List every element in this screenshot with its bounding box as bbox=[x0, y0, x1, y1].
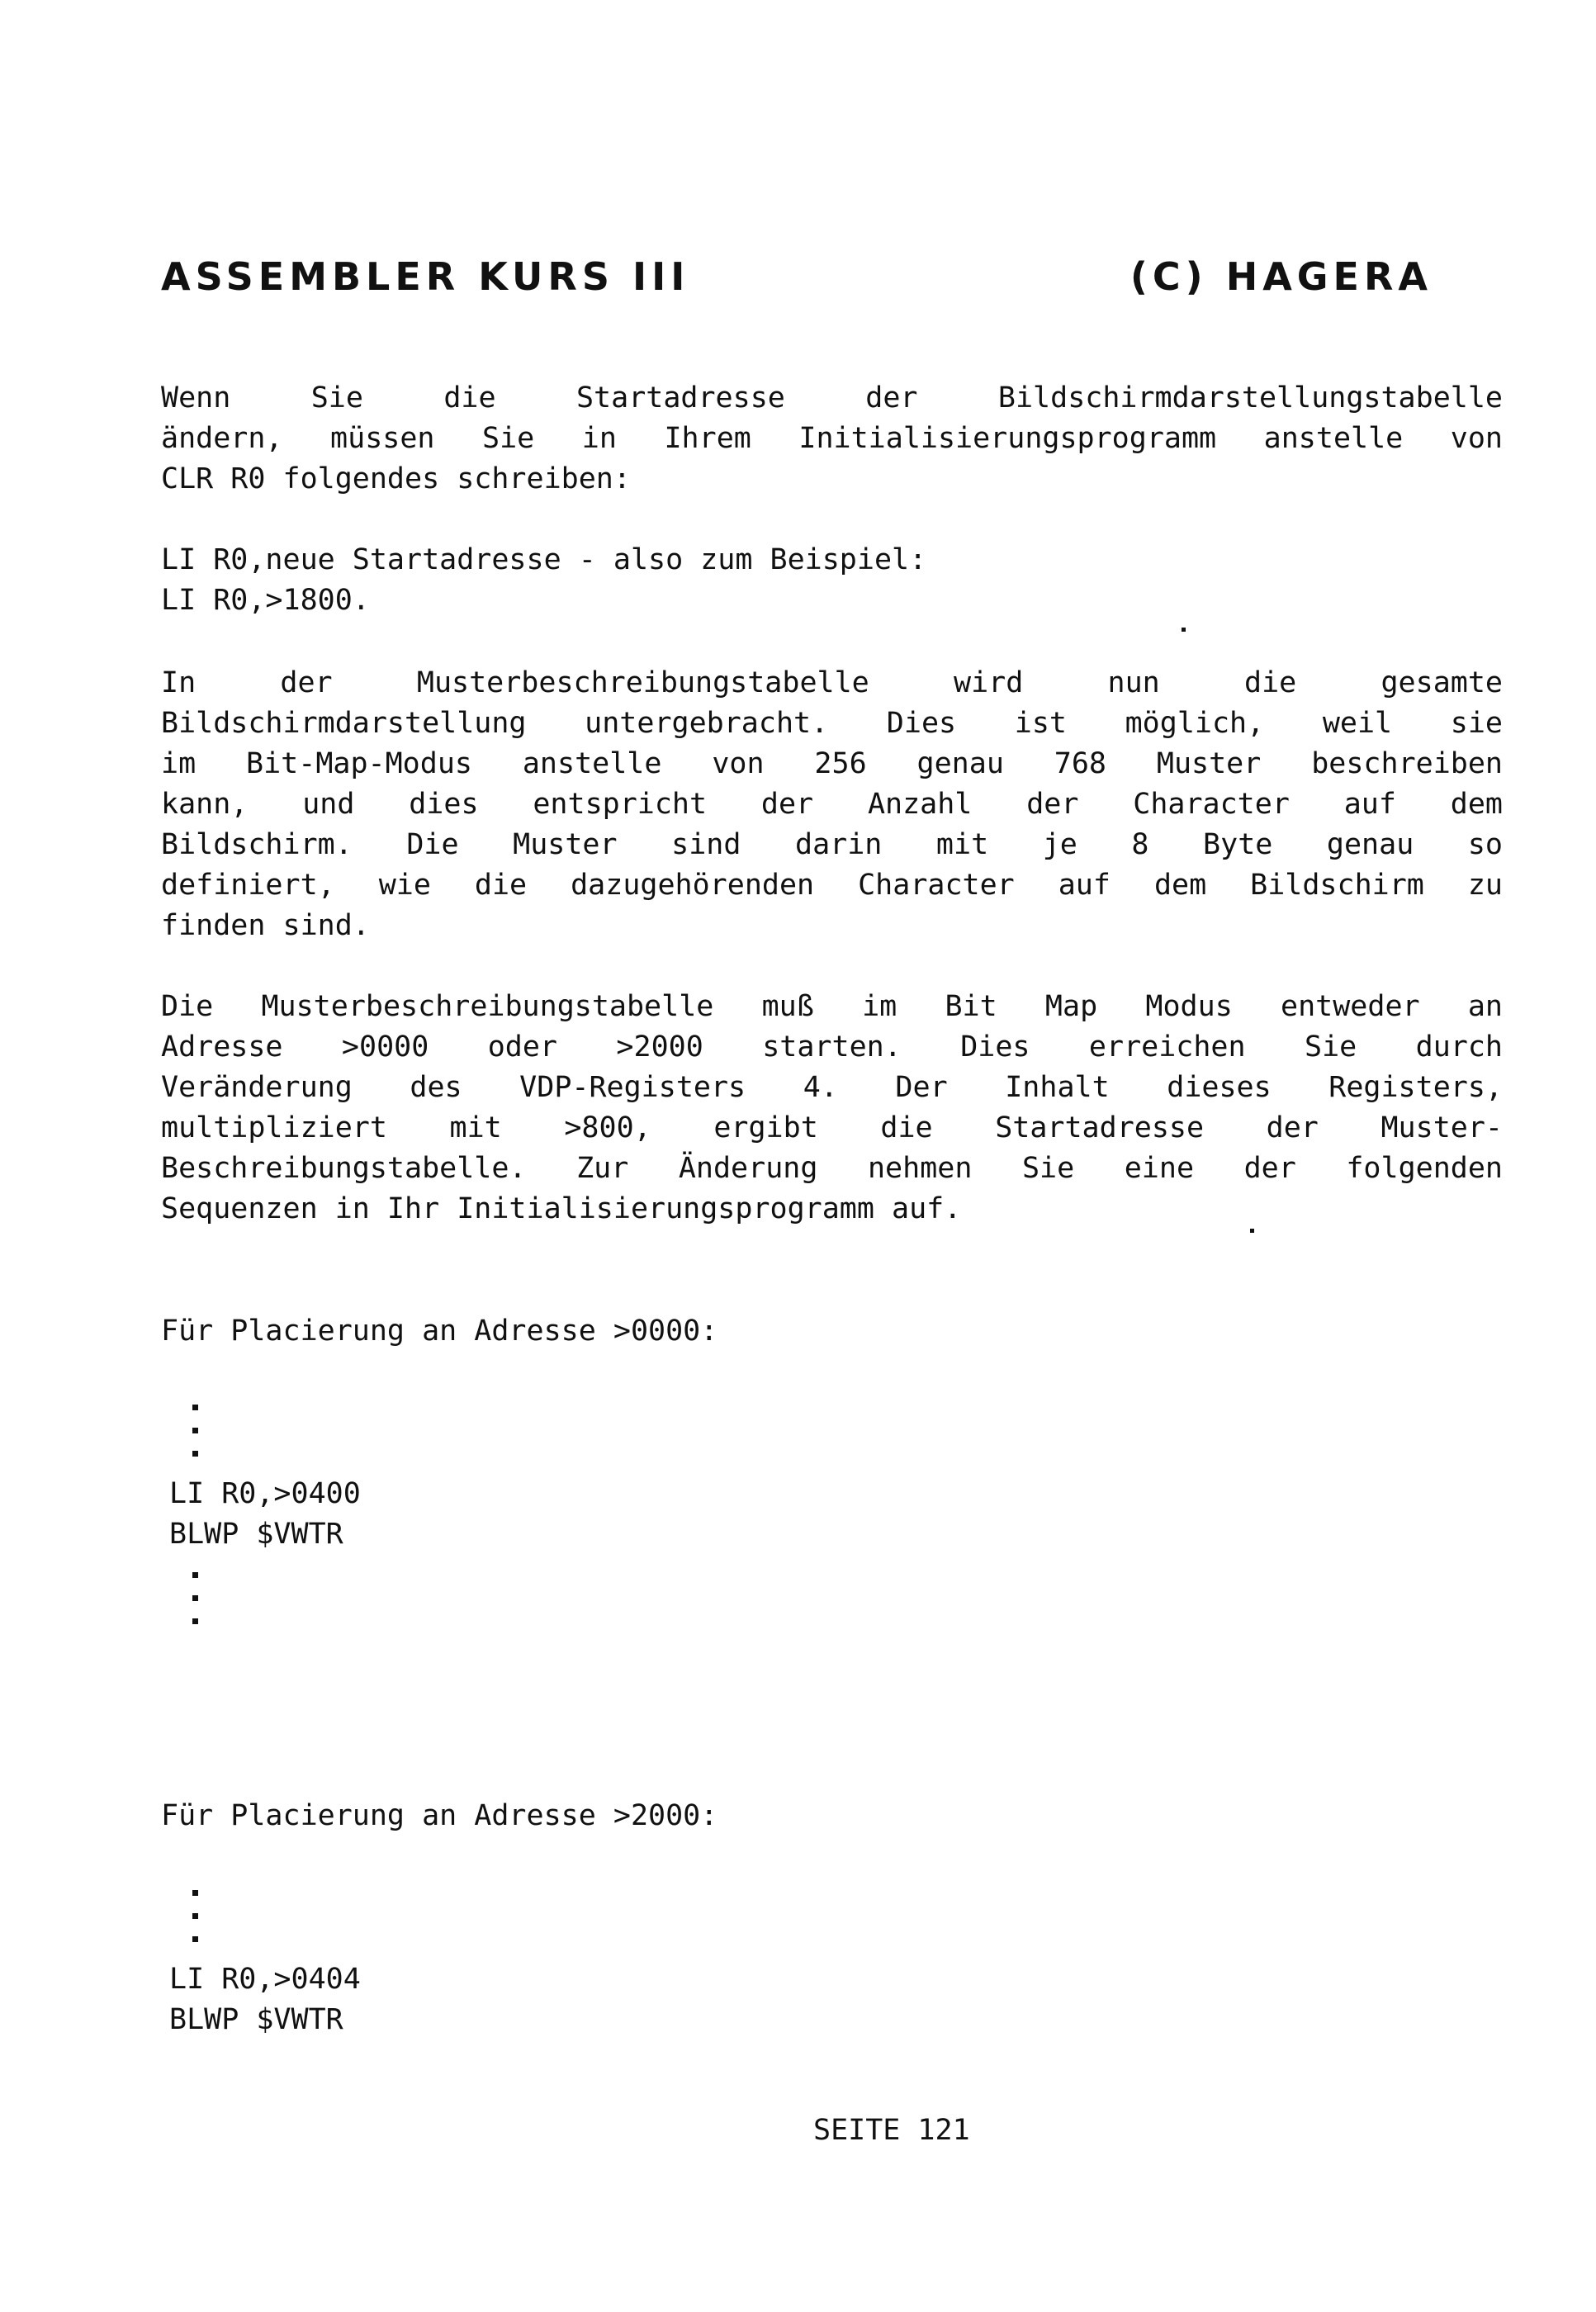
page-number: SEITE 121 bbox=[813, 2114, 970, 2147]
paragraph-pattern-table bbox=[161, 663, 1503, 946]
code-line: BLWP $VWTR bbox=[169, 1518, 343, 1551]
section-heading-0000 bbox=[161, 1311, 1503, 1352]
stray-mark bbox=[1182, 628, 1186, 632]
text-line: Beschreibungstabelle. Zur Änderung nehmen Sie eine der folgenden bbox=[161, 1152, 1503, 1185]
course-title: ASSEMBLER KURS III bbox=[161, 254, 690, 299]
ellipsis-dot bbox=[192, 1572, 198, 1578]
page-header bbox=[161, 254, 1433, 304]
code-line: BLWP $VWTR bbox=[169, 2003, 343, 2036]
text-line: Die Musterbeschreibungstabelle muß im Bit Map Modus entweder an bbox=[161, 990, 1503, 1023]
heading-text: Für Placierung an Adresse >2000: bbox=[161, 1799, 718, 1832]
text-line: im Bit-Map-Modus anstelle von 256 genau 768 Muster beschreiben bbox=[161, 747, 1503, 780]
paragraph-start-address bbox=[161, 378, 1503, 500]
text-line: finden sind. bbox=[161, 909, 370, 942]
text-line: kann, und dies entspricht der Anzahl der Character auf dem bbox=[161, 788, 1503, 821]
text-line: ändern, müssen Sie in Ihrem Initialisierungsprogramm anstelle von bbox=[161, 422, 1503, 455]
text-line: multipliziert mit >800, ergibt die Startadresse der Muster- bbox=[161, 1111, 1503, 1144]
ellipsis-dot bbox=[192, 1595, 198, 1601]
copyright-notice: (C) HAGERA bbox=[1130, 254, 1433, 299]
ellipsis-dot bbox=[192, 1913, 198, 1919]
ellipsis-dot bbox=[192, 1936, 198, 1942]
section-heading-2000 bbox=[161, 1796, 1503, 1836]
text-line: In der Musterbeschreibungstabelle wird nun die gesamte bbox=[161, 666, 1503, 699]
text-line: definiert, wie die dazugehörenden Character auf dem Bildschirm zu bbox=[161, 869, 1503, 902]
ellipsis-dot bbox=[192, 1428, 198, 1433]
text-line: LI R0,neue Startadresse - also zum Beispiel: bbox=[161, 543, 927, 576]
text-line: Adresse >0000 oder >2000 starten. Dies erreichen Sie durch bbox=[161, 1030, 1503, 1064]
ellipsis-dot bbox=[192, 1451, 198, 1457]
stray-mark bbox=[1250, 1229, 1254, 1233]
text-line: CLR R0 folgendes schreiben: bbox=[161, 462, 631, 495]
ellipsis-dot bbox=[192, 1890, 198, 1896]
text-line: Bildschirm. Die Muster sind darin mit je 8 Byte genau so bbox=[161, 828, 1503, 861]
paragraph-bitmap-mode bbox=[161, 987, 1503, 1229]
text-line: LI R0,>1800. bbox=[161, 584, 370, 617]
ellipsis-dot bbox=[192, 1405, 198, 1410]
example-code bbox=[161, 540, 1503, 621]
text-line: Veränderung des VDP-Registers 4. Der Inhalt dieses Registers, bbox=[161, 1071, 1503, 1104]
text-line: Bildschirmdarstellung untergebracht. Dies ist möglich, weil sie bbox=[161, 707, 1503, 740]
text-line: Sequenzen in Ihr Initialisierungsprogramm auf. bbox=[161, 1192, 962, 1225]
code-line: LI R0,>0400 bbox=[169, 1477, 361, 1510]
code-block-0000 bbox=[169, 1387, 361, 1642]
heading-text: Für Placierung an Adresse >0000: bbox=[161, 1315, 718, 1348]
ellipsis-dot bbox=[192, 1618, 198, 1624]
code-line: LI R0,>0404 bbox=[169, 1963, 361, 1996]
code-block-2000 bbox=[169, 1873, 361, 2040]
text-line: Wenn Sie die Startadresse der Bildschirmdarstellungstabelle bbox=[161, 381, 1503, 415]
